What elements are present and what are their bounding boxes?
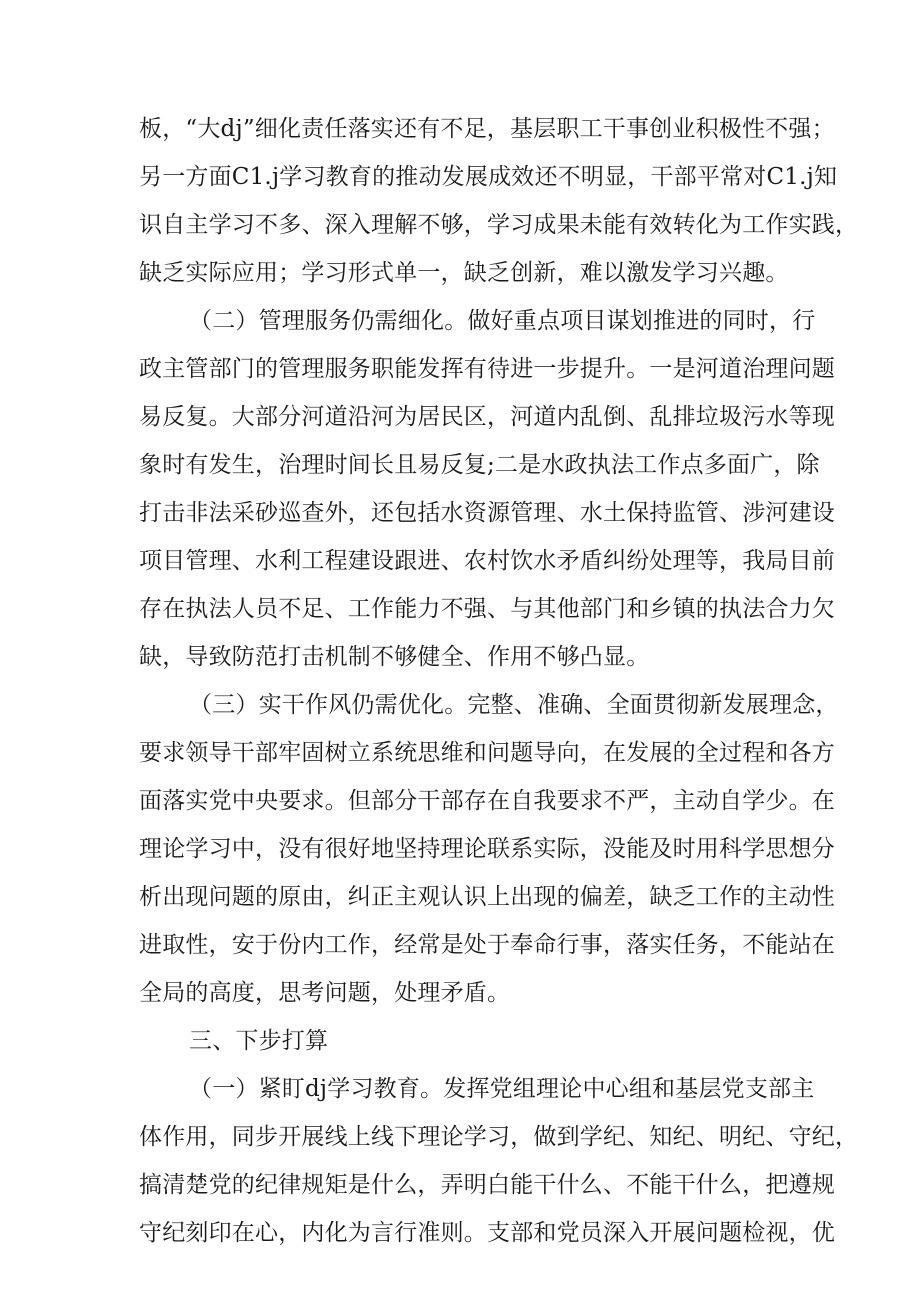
paragraph-first-line: （二）管理服务仍需细化。做好重点项目谋划推进的同时，行 (189, 308, 816, 334)
text-line: 打击非法采砂巡查外，还包括水资源管理、水土保持监管、涉河建设 (139, 500, 835, 526)
text-line: 进取性，安于份内工作，经常是处于奉命行事，落实任务，不能站在 (139, 932, 835, 958)
text-line: 易反复。大部分河道沿河为居民区，河道内乱倒、乱排垃圾污水等现 (139, 404, 835, 430)
text-line: 理论学习中，没有很好地坚持理论联系实际，没能及时用科学思想分 (139, 836, 835, 862)
text-line: 体作用，同步开展线上线下理论学习，做到学纪、知纪、明纪、守纪， (139, 1124, 859, 1150)
text-line: 要求领导干部牢固树立系统思维和问题导向，在发展的全过程和各方 (139, 740, 835, 766)
text-line: 搞清楚党的纪律规矩是什么，弄明白能干什么、不能干什么，把遵规 (139, 1172, 835, 1198)
text-line: 另一方面C1.j学习教育的推动发展成效还不明显，干部平常对C1.j知 (139, 164, 838, 190)
paragraph-first-line: （三）实干作风仍需优化。完整、准确、全面贯彻新发展理念， (189, 692, 839, 718)
text-line: 面落实党中央要求。但部分干部存在自我要求不严，主动自学少。在 (139, 788, 835, 814)
section-heading: 三、下步打算 (189, 1028, 329, 1054)
text-line: 缺，导致防范打击机制不够健全、作用不够凸显。 (139, 644, 650, 670)
paragraph-first-line: （一）紧盯dj学习教育。发挥党组理论中心组和基层党支部主 (189, 1076, 815, 1102)
text-line: 缺乏实际应用；学习形式单一，缺乏创新，难以激发学习兴趣。 (139, 260, 789, 286)
text-line: 存在执法人员不足、工作能力不强、与其他部门和乡镇的执法合力欠 (139, 596, 835, 622)
text-line: 板，“大dj”细化责任落实还有不足，基层职工干事创业积极性不强； (139, 116, 835, 142)
text-line: 政主管部门的管理服务职能发挥有待进一步提升。一是河道治理问题 (139, 356, 835, 382)
text-line: 析出现问题的原由，纠正主观认识上出现的偏差，缺乏工作的主动性 (139, 884, 835, 910)
text-line: 守纪刻印在心，内化为言行准则。支部和党员深入开展问题检视，优 (139, 1220, 835, 1246)
text-line: 全局的高度，思考问题，处理矛盾。 (139, 980, 511, 1006)
text-line: 象时有发生，治理时间长且易反复;二是水政执法工作点多面广，除 (139, 452, 820, 478)
text-line: 识自主学习不多、深入理解不够，学习成果未能有效转化为工作实践， (139, 212, 859, 238)
text-line: 项目管理、水利工程建设跟进、农村饮水矛盾纠纷处理等，我局目前 (139, 548, 835, 574)
